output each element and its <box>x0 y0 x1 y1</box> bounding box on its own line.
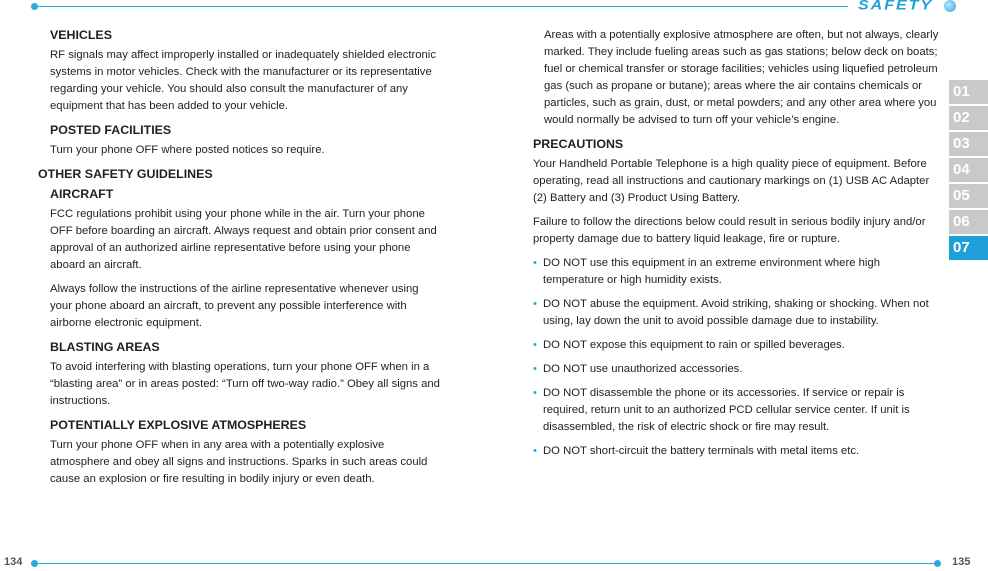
right-column <box>533 27 941 467</box>
bullet-text: DO NOT use unauthorized accessories. <box>543 363 743 375</box>
page-number-left: 134 <box>4 556 23 568</box>
bullet-icon: • <box>533 257 537 269</box>
blasting-text: To avoid interfering with blasting operations, turn your phone OFF when in a “blasting area” or in areas posted: “Turn off two-way radio.” Obey all signs and instructions. <box>50 361 440 407</box>
aircraft-heading: AIRCRAFT <box>50 187 114 201</box>
tab-03[interactable]: 03 <box>949 132 988 156</box>
section-title: SAFETY <box>858 0 934 13</box>
explosive-heading: POTENTIALLY EXPLOSIVE ATMOSPHERES <box>50 418 307 432</box>
page-number-right: 135 <box>952 556 971 568</box>
posted-facilities-heading: POSTED FACILITIES <box>50 123 172 137</box>
precautions-text-2: Failure to follow the directions below could result in serious bodily injury and/or property damage due to battery liquid leakage, fire or rupture. <box>533 216 926 245</box>
tab-06[interactable]: 06 <box>949 210 988 234</box>
aircraft-text-2: Always follow the instructions of the airline representative whenever using your phone aboard an aircraft, to prevent any possible interference with airborne electronic equipment. <box>50 283 419 329</box>
top-rule-dot <box>31 3 38 10</box>
bullet-icon: • <box>533 363 537 375</box>
bullet-text: DO NOT short-circuit the battery terminals with metal items etc. <box>543 445 860 457</box>
list-item <box>533 337 941 354</box>
left-column <box>38 27 442 495</box>
bullet-text: DO NOT use this equipment in an extreme environment where high temperature or high humidity exists. <box>543 257 880 286</box>
bullet-icon: • <box>533 445 537 457</box>
bottom-rule <box>36 563 938 564</box>
list-item <box>533 255 941 289</box>
list-item <box>533 385 941 436</box>
explosive-text: Turn your phone OFF when in any area with a potentially explosive atmosphere and obey all signs and instructions. Sparks in such areas could cause an explosion or fire resulting in bodily injury or even death. <box>50 439 428 485</box>
list-item <box>533 296 941 330</box>
bullet-text: DO NOT abuse the equipment. Avoid striking, shaking or shocking. When not using, lay down the unit to avoid possible damage due to instability. <box>543 298 929 327</box>
tab-02[interactable]: 02 <box>949 106 988 130</box>
list-item <box>533 361 941 378</box>
bullet-icon: • <box>533 387 537 399</box>
precautions-heading: PRECAUTIONS <box>533 137 624 151</box>
bottom-rule-dot-right <box>934 560 941 567</box>
vehicles-heading: VEHICLES <box>50 28 112 42</box>
bullet-text: DO NOT expose this equipment to rain or spilled beverages. <box>543 339 845 351</box>
tab-04[interactable]: 04 <box>949 158 988 182</box>
posted-facilities-text: Turn your phone OFF where posted notices so require. <box>50 144 325 156</box>
section-title-dot <box>944 0 956 12</box>
explosive-areas-text: Areas with a potentially explosive atmosphere are often, but not always, clearly marked. They include fueling areas such as gas stations; below deck on boats; fuel or chemical transfer or storage facilities; vehicles using liquefied petroleum gas (such as propane or butane); areas where the air contains chemicals or particles, such as grain, dust, or metal powders; and any other area where you would normally be advised to turn off your vehicle’s engine. <box>544 29 939 126</box>
precautions-text-1: Your Handheld Portable Telephone is a high quality piece of equipment. Before operating, read all instructions and cautionary markings on (1) USB AC Adapter (2) Battery and (3) Product Using Battery. <box>533 158 930 204</box>
vehicles-text: RF signals may affect improperly installed or inadequately shielded electronic systems in motor vehicles. Check with the manufacturer or its representative regarding your vehicle. You should also consult the manufacturer of any equipment that has been added to your vehicle. <box>50 49 436 112</box>
list-item <box>533 443 941 460</box>
bullet-icon: • <box>533 339 537 351</box>
aircraft-text-1: FCC regulations prohibit using your phone while in the air. Turn your phone OFF before boarding an aircraft. Always request and obtain prior consent and approval of an authorized airline representative before using your phone aboard an aircraft. <box>50 208 437 271</box>
tab-05[interactable]: 05 <box>949 184 988 208</box>
blasting-heading: BLASTING AREAS <box>50 340 160 354</box>
bullet-icon: • <box>533 298 537 310</box>
bullet-text: DO NOT disassemble the phone or its accessories. If service or repair is required, return unit to an authorized PCD cellular service center. If unit is disassembled, the risk of electric shock or fire may result. <box>543 387 910 433</box>
tab-01[interactable]: 01 <box>949 80 988 104</box>
tab-07[interactable]: 07 <box>949 236 988 260</box>
other-safety-heading: OTHER SAFETY GUIDELINES <box>38 167 213 181</box>
top-rule <box>36 6 848 7</box>
